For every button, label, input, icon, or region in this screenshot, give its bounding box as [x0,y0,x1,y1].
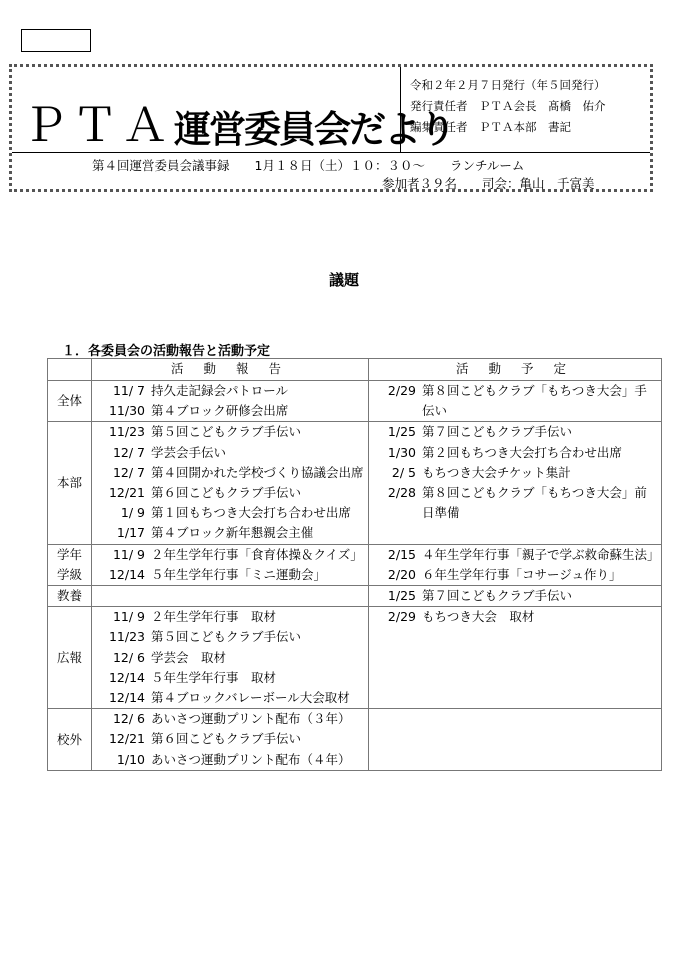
report-cell [92,709,369,771]
item-date: 2/20 [387,566,416,582]
item-date: 12/ 6 [112,649,145,665]
committee-name: 学年 学級 [48,544,92,585]
item-date: 2/28 [387,485,416,501]
item-date: 12/21 [108,731,145,747]
newsletter-title [22,73,454,152]
item-date: 12/21 [108,485,145,501]
item-date: 2/15 [387,546,416,562]
item-text: 第４ブロックバレーボール大会取材 [151,690,350,706]
list-item [100,648,366,668]
list-item [371,607,659,627]
item-text: 第２回もちつき大会打ち合わせ出席 [422,444,622,460]
table-row [48,586,662,607]
item-date: 1/25 [387,588,416,604]
report-cell [92,422,369,544]
item-date: 12/ 7 [112,464,145,480]
plan-cell [369,709,662,771]
list-item [100,381,366,401]
meeting-line: 第４回運営委員会議事録 1月１８日（土）１０：３０～ ランチルーム [92,158,525,173]
table-header-row [48,359,662,381]
report-cell [92,381,369,422]
list-item [371,545,659,565]
col-report-header: 活 動 報 告 [92,359,369,381]
publisher-line: 発行責任者 ＰＴＡ会長 髙橋 佑介 [410,99,606,113]
report-cell [92,586,369,607]
item-text: 第５回こどもクラブ手伝い [151,424,302,440]
plan-cell [369,422,662,544]
list-item [100,443,366,463]
item-text: 第１回もちつき大会打ち合わせ出席 [151,505,351,521]
list-item [100,422,366,442]
editor-line: 編集責任者 ＰＴＡ本部 書記 [410,120,571,134]
item-text: ５年生学年行事「ミニ運動会」 [151,566,327,582]
list-item [371,586,659,606]
item-text: 第７回こどもクラブ手伝い [422,588,573,604]
item-date: 11/ 7 [112,383,145,398]
item-date: 12/ 7 [112,444,145,460]
agenda-title: 議題 [328,271,359,289]
list-item [100,401,366,421]
list-item [100,463,366,483]
committee-name: 教養 [48,586,92,607]
plan-cell [369,381,662,422]
item-text: 第４回開かれた学校づくり協議会出席 [151,464,364,480]
item-date: 1/ 9 [120,505,145,521]
item-date: 11/ 9 [112,609,145,625]
item-text: ６年生学年行事「コサージュ作り」 [422,566,622,582]
list-item [100,750,366,770]
item-date: 1/30 [387,444,416,460]
committee-name: 全体 [48,381,92,422]
item-text: 持久走記録会パトロール [151,383,289,398]
item-text: 第６回こどもクラブ手伝い [151,485,302,501]
item-date: 2/ 5 [391,464,416,480]
list-item [100,627,366,647]
item-date: 12/14 [108,566,145,582]
item-text: 第８回こどもクラブ「もちつき大会」手伝い [422,383,647,419]
item-text: ４年生学年行事「親子で学ぶ救命蘇生法」 [422,546,660,562]
title-pta: ＰＴＡ [22,98,172,152]
item-date: 12/14 [108,690,145,706]
item-text: 第５回こどもクラブ手伝い [151,629,302,645]
item-date: 11/23 [108,629,145,645]
table-row [48,544,662,585]
report-cell [92,607,369,709]
item-date: 1/10 [116,751,145,767]
title-rest: 運営委員会だより [174,108,454,151]
item-text: ２年生学年行事 取材 [151,609,277,625]
item-text: ２年生学年行事「食育体操＆クイズ」 [151,546,363,562]
item-text: 第８回こどもクラブ「もちつき大会」前日準備 [422,485,647,521]
item-text: 第７回こどもクラブ手伝い [422,424,573,440]
item-text: 第４ブロック研修会出席 [151,403,289,419]
plan-cell [369,544,662,585]
item-date: 2/29 [387,609,416,625]
newsletter-header [9,64,653,192]
table-row [48,709,662,771]
plan-cell [369,607,662,709]
committee-name: 校外 [48,709,92,771]
list-item [100,729,366,749]
list-item [100,565,366,585]
item-text: ５年生学年行事 取材 [151,669,277,685]
item-date: 11/ 9 [112,546,145,562]
item-date: 11/30 [108,403,145,419]
item-text: 第６回こどもクラブ手伝い [151,731,302,747]
item-text: もちつき大会 取材 [422,609,535,625]
report-cell [92,544,369,585]
item-text: 第４ブロック新年懇親会主催 [151,525,314,541]
attendance-line: 参加者３９名 司会：亀山 千富美 [382,176,595,191]
item-text: あいさつ運動プリント配布（３年） [151,711,351,727]
section-title: １．各委員会の活動報告と活動予定 [62,344,271,359]
item-date: 2/29 [387,383,416,398]
list-item [100,523,366,543]
list-item [371,483,659,523]
item-text: あいさつ運動プリント配布（４年） [151,751,351,767]
list-item [100,688,366,708]
table-row [48,381,662,422]
item-date: 12/14 [108,669,145,685]
committee-name: 広報 [48,607,92,709]
list-item [100,668,366,688]
item-date: 1/25 [387,424,416,440]
list-item [371,422,659,442]
list-item [100,483,366,503]
col-plan-header: 活 動 予 定 [369,359,662,381]
item-date: 1/17 [116,525,145,541]
table-row [48,607,662,709]
list-item [100,503,366,523]
issue-line: 令和２年２月７日発行（年５回発行） [410,78,606,92]
blank-stamp-box [21,29,91,52]
list-item [371,565,659,585]
committee-name: 本部 [48,422,92,544]
list-item [371,443,659,463]
table-row [48,422,662,544]
list-item [371,381,659,421]
item-text: 学芸会手伝い [151,444,227,460]
list-item [100,545,366,565]
item-date: 11/23 [108,424,145,440]
list-item [100,709,366,729]
list-item [371,463,659,483]
activity-table [47,358,662,771]
list-item [100,607,366,627]
plan-cell [369,586,662,607]
item-date: 12/ 6 [112,711,145,727]
item-text: 学芸会 取材 [151,649,227,665]
publication-info [410,75,606,138]
item-text: もちつき大会チケット集計 [422,464,571,480]
